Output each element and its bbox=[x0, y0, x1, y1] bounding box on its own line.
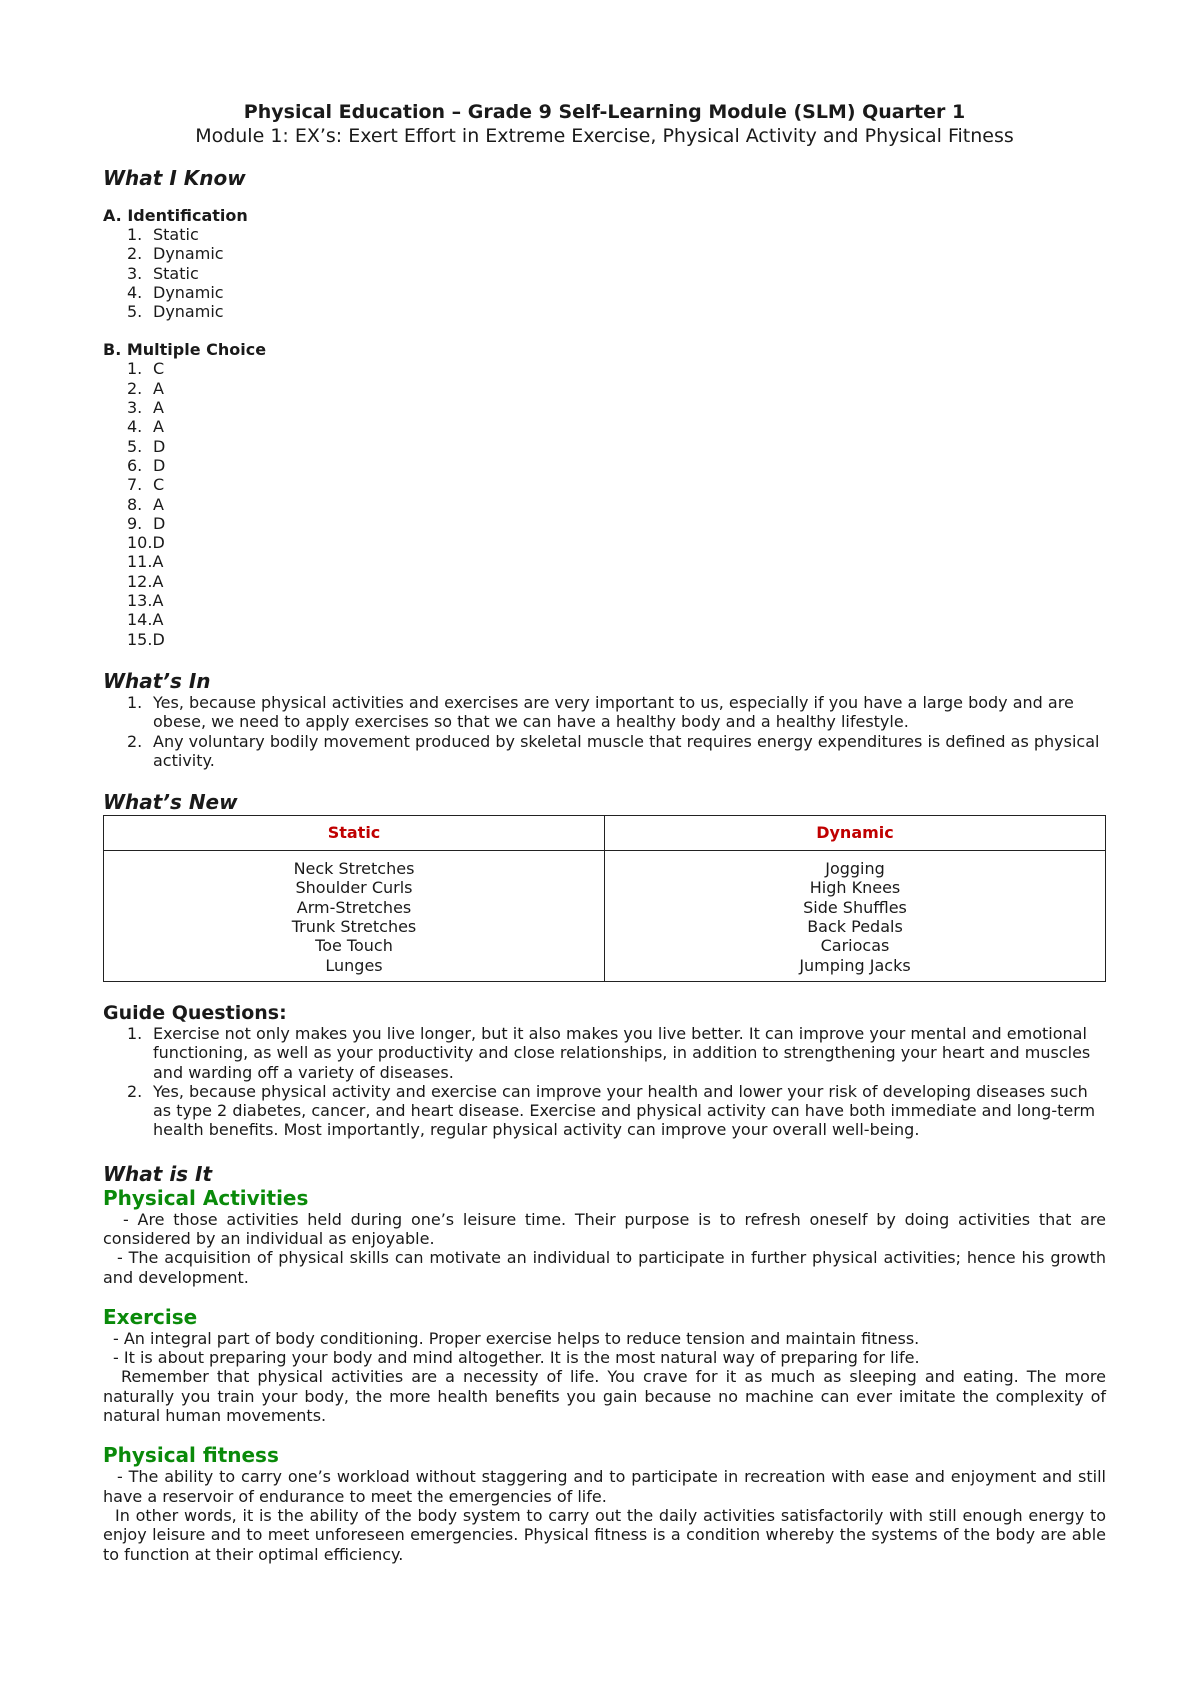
exercise-heading: Exercise bbox=[103, 1304, 198, 1329]
list-item: 8. A bbox=[127, 494, 164, 514]
list-item: 4. A bbox=[127, 417, 164, 437]
physical-fitness-paragraph-1: - The ability to carry one’s workload without staggering and to participate in recreation with ease and enjoyment and still have a reservoir of endurance to meet the emergencies of life. bbox=[103, 1467, 1106, 1506]
document-page bbox=[103, 100, 1106, 1564]
table-cell: Trunk Stretches bbox=[291, 917, 417, 937]
list-item: 1. Exercise not only makes you live longer, but it also makes you live better. It can improve your mental and emotional functioning, as well as your productivity and close relationships, in addition to strengthening your heart and muscles and warding off a variety of diseases. bbox=[127, 1023, 1091, 1082]
table-cell: Back Pedals bbox=[807, 917, 903, 937]
exercise-paragraph-3: Remember that physical activities are a necessity of life. You crave for it as much as sleeping and eating. The more naturally you train your body, the more health benefits you gain because no machine can ever imitate the complexity of natural human movements. bbox=[103, 1367, 1106, 1426]
table-cell: High Knees bbox=[809, 878, 901, 898]
list-item: 11.A bbox=[127, 552, 164, 572]
identification-heading: A. Identification bbox=[103, 206, 248, 225]
section-heading-what-is-it: What is It bbox=[103, 1161, 213, 1186]
list-item: 6. D bbox=[127, 455, 166, 475]
list-item: 2. Yes, because physical activity and exercise can improve your health and lower your risk of developing diseases such as type 2 diabetes, cancer, and heart disease. Exercise and physical activity can have both immediate and long-term health benefits. Most importantly, regular physical activity can improve your overall well-being. bbox=[127, 1081, 1096, 1140]
list-item: 1. Static bbox=[127, 225, 199, 244]
physical-fitness-heading: Physical fitness bbox=[103, 1443, 279, 1468]
table-header-static: Static bbox=[104, 816, 605, 851]
multiple-choice-list bbox=[103, 359, 1106, 648]
identification-list bbox=[103, 225, 1106, 321]
list-item: 4. Dynamic bbox=[127, 282, 224, 302]
guide-questions-list bbox=[103, 1024, 1106, 1140]
list-item: 1. C bbox=[127, 359, 165, 379]
guide-questions-heading: Guide Questions: bbox=[103, 1001, 287, 1024]
table-cell: Arm-Stretches bbox=[296, 897, 412, 917]
table-cell: Shoulder Curls bbox=[295, 878, 413, 898]
physical-activities-heading: Physical Activities bbox=[103, 1185, 309, 1210]
document-subtitle: Module 1: EX’s: Exert Effort in Extreme Exercise, Physical Activity and Physical Fitness bbox=[195, 125, 1014, 147]
static-dynamic-table bbox=[103, 815, 1106, 982]
dynamic-column bbox=[605, 851, 1106, 982]
table-cell: Toe Touch bbox=[315, 936, 393, 956]
table-cell: Side Shuffles bbox=[803, 897, 907, 917]
list-item: 2. Any voluntary bodily movement produced by skeletal muscle that requires energy expenditures is defined as physical activity. bbox=[127, 731, 1100, 770]
section-heading-whats-new: What’s New bbox=[103, 790, 238, 815]
physical-fitness-paragraph-2: In other words, it is the ability of the body system to carry out the daily activities satisfactorily with still enough energy to enjoy leisure and to meet unforeseen emergencies. Physical fitness is a condition whereby the systems of the body are able to function at their optimal efficiency. bbox=[103, 1505, 1106, 1564]
section-heading-whats-in: What’s In bbox=[103, 668, 211, 693]
list-item: 1. Yes, because physical activities and exercises are very important to us, especially if you have a large body and are obese, we need to apply exercises so that we can have a healthy body and a healthy lifestyle. bbox=[127, 692, 1074, 732]
list-item: 10.D bbox=[127, 533, 165, 553]
exercise-paragraph-2: - It is about preparing your body and mind altogether. It is the most natural way of preparing for life. bbox=[113, 1348, 920, 1368]
static-column bbox=[104, 851, 605, 982]
whats-in-list bbox=[103, 693, 1106, 770]
list-item: 15.D bbox=[127, 629, 165, 649]
table-cell: Cariocas bbox=[820, 936, 890, 956]
list-item: 3. Static bbox=[127, 263, 199, 283]
physical-activities-paragraph-2: - The acquisition of physical skills can motivate an individual to participate in further physical activities; hence his growth and development. bbox=[103, 1248, 1106, 1287]
list-item: 13.A bbox=[127, 591, 164, 611]
section-heading-what-i-know: What I Know bbox=[103, 166, 246, 190]
multiple-choice-heading: B. Multiple Choice bbox=[103, 340, 267, 360]
table-cell: Lunges bbox=[325, 955, 383, 975]
list-item: 12.A bbox=[127, 571, 164, 591]
list-item: 5. Dynamic bbox=[127, 302, 224, 322]
list-item: 5. D bbox=[127, 436, 166, 456]
table-cell: Jogging bbox=[825, 859, 885, 879]
list-item: 3. A bbox=[127, 398, 164, 418]
table-cell: Jumping Jacks bbox=[799, 955, 911, 975]
table-cell: Neck Stretches bbox=[293, 859, 415, 879]
list-item: 2. A bbox=[127, 378, 164, 398]
document-title: Physical Education – Grade 9 Self-Learning Module (SLM) Quarter 1 bbox=[243, 101, 966, 123]
list-item: 9. D bbox=[127, 513, 166, 533]
list-item: 7. C bbox=[127, 475, 165, 495]
list-item: 14.A bbox=[127, 610, 164, 630]
list-item: 2. Dynamic bbox=[127, 244, 224, 264]
physical-activities-paragraph-1: - Are those activities held during one’s leisure time. Their purpose is to refresh oneself by doing activities that are considered by an individual as enjoyable. bbox=[103, 1209, 1106, 1248]
exercise-paragraph-1: - An integral part of body conditioning. Proper exercise helps to reduce tension and maintain fitness. bbox=[113, 1328, 920, 1348]
table-header-dynamic: Dynamic bbox=[605, 816, 1106, 851]
